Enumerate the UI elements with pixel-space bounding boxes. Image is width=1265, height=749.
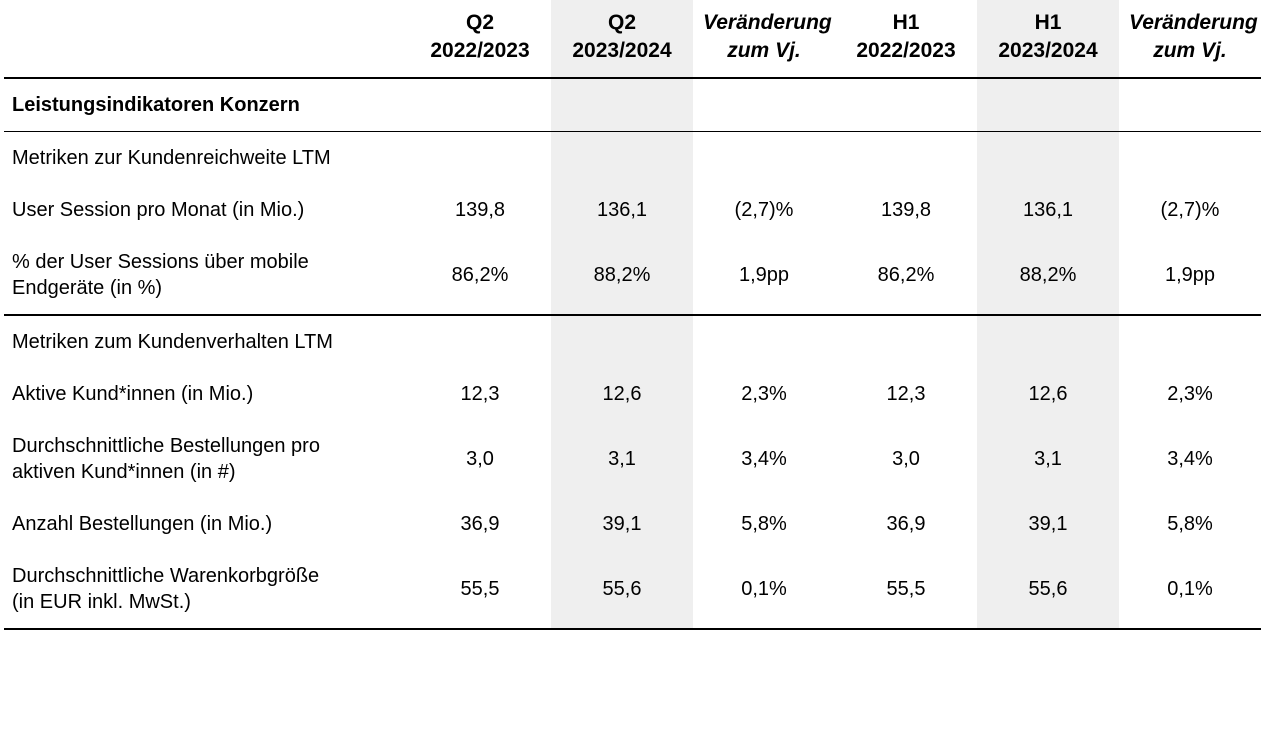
column-header-h1-prev-line1: H1 [892,11,920,34]
row-value-q2-prev: 3,0 [466,447,494,470]
row-value-h1-cur: 88,2% [977,236,1119,315]
table-row [4,236,1261,315]
row-value-h1-cur: 12,6 [977,368,1119,420]
row-label: User Session pro Monat (in Mio.) [12,198,305,221]
row-value-h1-cur [977,315,1119,368]
row-value-q2-change: 0,1% [693,550,835,629]
column-header-h1-cur-line1: H1 [1034,11,1062,34]
column-header-h1-change-line2: zum Vj. [1153,38,1227,62]
row-value-h1-prev: 139,8 [880,198,932,221]
column-header-q2-change-line2: zum Vj. [727,38,801,62]
row-value-q2-cur: 12,6 [551,368,693,420]
row-value-q2-cur: 39,1 [551,498,693,550]
column-header-h1-change [1119,0,1261,78]
row-value-h1-cur: 136,1 [977,184,1119,236]
column-header-h1-change-line1: Veränderung [1129,11,1258,34]
row-label: Metriken zur Kundenreichweite LTM [12,146,331,169]
row-value-q2-cur [551,315,693,368]
row-label-line1: Durchschnittliche Bestellungen pro [12,434,320,457]
row-label-line2: Endgeräte (in %) [12,276,163,299]
row-label [4,236,409,315]
row-value-h1-prev: 55,5 [835,550,977,629]
row-value-q2-prev [409,78,551,132]
row-value-h1-change [1119,78,1261,132]
row-value-q2-cur: 55,6 [551,550,693,629]
row-value-h1-change: 1,9pp [1119,236,1261,315]
row-value-q2-prev: 139,8 [454,198,506,221]
row-value-q2-change: 5,8% [741,512,787,535]
kpi-table [4,0,1261,630]
row-value-h1-change: 2,3% [1167,382,1213,405]
row-value-q2-prev: 12,3 [460,382,500,405]
row-value-h1-cur [977,78,1119,132]
row-value-q2-cur: 88,2% [551,236,693,315]
table-row-section [4,78,1261,132]
row-value-q2-cur: 136,1 [551,184,693,236]
table-header [4,0,1261,78]
table-row-group [4,315,1261,368]
row-value-h1-change [1119,131,1261,184]
row-label: Anzahl Bestellungen (in Mio.) [12,512,273,535]
row-value-h1-change: 0,1% [1119,550,1261,629]
column-header-q2-change-line1: Veränderung [703,11,832,34]
table-row [4,368,1261,420]
row-value-q2-change: 1,9pp [693,236,835,315]
row-value-h1-cur: 55,6 [977,550,1119,629]
row-value-h1-prev [835,315,977,368]
row-value-q2-cur [551,131,693,184]
row-label [4,420,409,498]
row-value-h1-prev [835,131,977,184]
row-value-q2-prev [409,315,551,368]
row-value-h1-prev: 86,2% [835,236,977,315]
column-header-h1-prev [835,0,977,78]
row-value-q2-change: 2,3% [741,382,787,405]
row-value-q2-prev: 86,2% [409,236,551,315]
column-header-h1-cur [977,0,1119,78]
row-value-q2-change: (2,7)% [734,198,794,221]
row-value-q2-cur [551,78,693,132]
row-value-h1-cur: 39,1 [977,498,1119,550]
column-header-q2-prev-line2: 2022/2023 [430,38,530,62]
row-label [4,550,409,629]
table-body [4,78,1261,629]
table-row [4,550,1261,629]
row-label-line2: (in EUR inkl. MwSt.) [12,590,191,613]
header-row [4,0,1261,78]
row-value-q2-cur: 3,1 [551,420,693,498]
row-label: Leistungsindikatoren Konzern [4,78,409,132]
row-value-h1-change [1119,315,1261,368]
row-value-h1-prev: 3,0 [892,447,920,470]
row-value-h1-prev: 36,9 [886,512,926,535]
column-header-q2-prev [409,0,551,78]
column-header-h1-prev-line2: 2022/2023 [856,38,956,62]
row-value-h1-cur: 3,1 [977,420,1119,498]
table-row [4,498,1261,550]
column-header-label [4,0,409,78]
row-label: Aktive Kund*innen (in Mio.) [12,382,254,405]
column-header-q2-cur-line2: 2023/2024 [572,38,672,62]
column-header-q2-prev-line1: Q2 [465,11,494,34]
row-label: Metriken zum Kundenverhalten LTM [12,330,333,353]
row-label-line2: aktiven Kund*innen (in #) [12,460,236,483]
row-value-q2-prev: 36,9 [460,512,500,535]
row-value-h1-cur [977,131,1119,184]
row-value-q2-change [693,315,835,368]
table-row [4,184,1261,236]
column-header-q2-change [693,0,835,78]
row-value-h1-change: (2,7)% [1160,198,1220,221]
row-label-line1: % der User Sessions über mobile [12,250,309,273]
row-value-h1-prev [835,78,977,132]
table-row-group [4,131,1261,184]
row-value-q2-change [693,131,835,184]
row-value-h1-change: 3,4% [1167,447,1213,470]
column-header-h1-cur-line2: 2023/2024 [998,38,1098,62]
row-label-line1: Durchschnittliche Warenkorbgröße [12,564,320,587]
row-value-h1-prev: 12,3 [886,382,926,405]
row-value-q2-change: 3,4% [741,447,787,470]
table-row [4,420,1261,498]
row-value-h1-change: 5,8% [1167,512,1213,535]
column-header-q2-cur [551,0,693,78]
row-value-q2-change [693,78,835,132]
column-header-q2-cur-line1: Q2 [607,11,636,34]
row-value-q2-prev [409,131,551,184]
row-value-q2-prev: 55,5 [409,550,551,629]
